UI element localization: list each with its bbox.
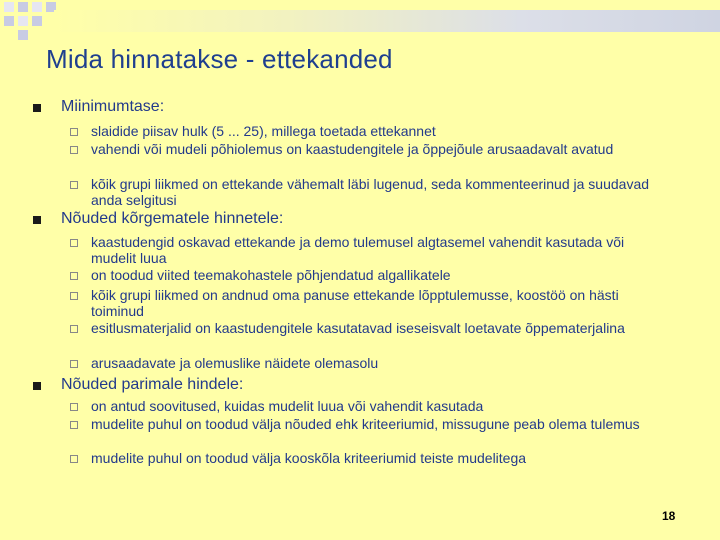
list-item: esitlusmaterjalid on kaastudengitele kasutatavad iseseisvalt loetavate õppematerjalina: [91, 320, 625, 336]
sub-bullet-icon: [70, 421, 78, 429]
list-item: kaastudengid oskavad ettekande ja demo tulemusel algtasemel vahendit kasutada või mudelit luua: [91, 234, 625, 266]
section-heading: Miinimumtase:: [61, 98, 165, 115]
sub-bullet-icon: [70, 239, 78, 247]
page-number: 18: [662, 509, 676, 523]
slide-title: Mida hinnatakse - ettekanded: [46, 44, 393, 74]
section-bullet-icon: [33, 216, 41, 224]
list-item: arusaadavate ja olemuslike näidete olemasolu: [91, 355, 379, 371]
decorative-squares: [0, 0, 60, 44]
decorative-gradient-bar: [54, 10, 720, 32]
sub-bullet-icon: [70, 146, 78, 154]
sub-bullet-icon: [70, 292, 78, 300]
section-heading: Nõuded parimale hindele:: [61, 376, 244, 393]
sub-bullet-icon: [70, 360, 78, 368]
sub-bullet-icon: [70, 181, 78, 189]
list-item: on antud soovitused, kuidas mudelit luua või vahendit kasutada: [91, 398, 484, 414]
sub-bullet-icon: [70, 128, 78, 136]
list-item: kõik grupi liikmed on ettekande vähemalt läbi lugenud, seda kommenteerinud ja suudavad anda selgitusi: [91, 176, 650, 208]
section-heading: Nõuded kõrgematele hinnetele:: [61, 210, 284, 227]
list-item: kõik grupi liikmed on andnud oma panuse ettekande lõpptulemusse, koostöö on hästi toiminud: [91, 287, 619, 319]
list-item: on toodud viited teemakohastele põhjendatud algallikatele: [91, 267, 451, 283]
list-item: mudelite puhul on toodud välja nõuded ehk kriteeriumid, missugune peab olema tulemus: [91, 416, 640, 432]
sub-bullet-icon: [70, 325, 78, 333]
section-bullet-icon: [33, 382, 41, 390]
sub-bullet-icon: [70, 455, 78, 463]
list-item: slaidide piisav hulk (5 ... 25), millega toetada ettekannet: [91, 123, 436, 139]
list-item: vahendi või mudeli põhiolemus on kaastudengitele ja õppejõule arusaadavalt avatud: [91, 141, 614, 157]
list-item: mudelite puhul on toodud välja kooskõla kriteeriumid teiste mudelitega: [91, 450, 527, 466]
sub-bullet-icon: [70, 272, 78, 280]
section-bullet-icon: [33, 104, 41, 112]
sub-bullet-icon: [70, 403, 78, 411]
